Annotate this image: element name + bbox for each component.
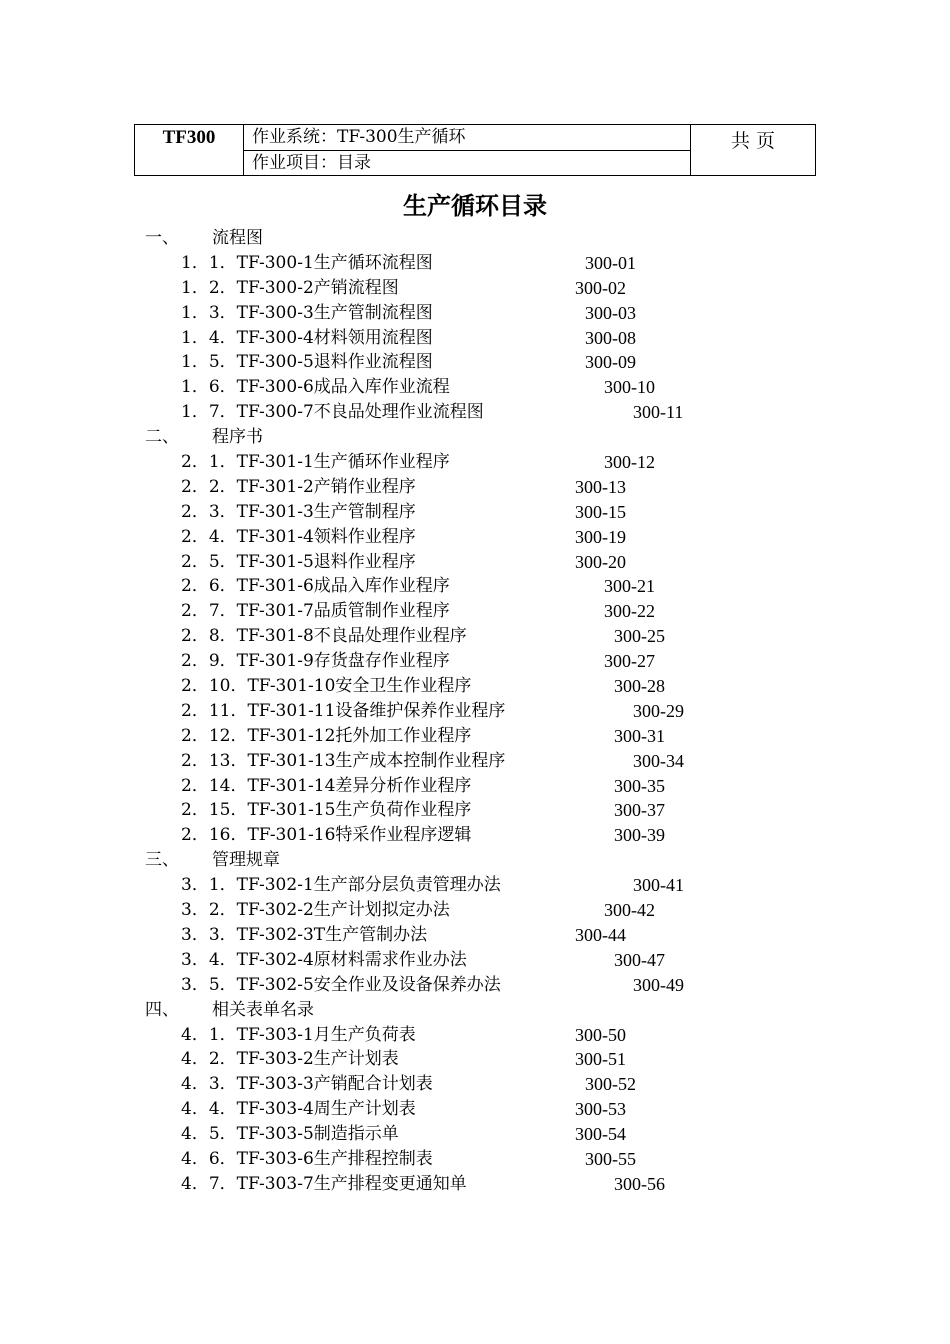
toc-entry	[0, 350, 950, 375]
toc-entry	[0, 1172, 950, 1197]
entry-title: 3．3．TF-302-3T生产管制办法	[181, 924, 428, 945]
toc-section	[0, 226, 950, 251]
toc-entry	[0, 823, 950, 848]
entry-title: 4．5．TF-303-5制造指示单	[181, 1124, 399, 1145]
entry-page-number: 300-51	[575, 1049, 626, 1070]
entry-title: 3．5．TF-302-5安全作业及设备保养办法	[181, 974, 501, 995]
entry-page-number: 300-34	[633, 750, 684, 771]
toc-entry	[0, 898, 950, 923]
toc-entry	[0, 798, 950, 823]
toc-section	[0, 848, 950, 873]
page-count: 共 页	[690, 125, 815, 175]
entry-title: 1．1．TF-300-1生产循环流程图	[181, 252, 433, 273]
toc-entry	[0, 251, 950, 276]
entry-title: 1．4．TF-300-4材料领用流程图	[181, 327, 433, 348]
entry-page-number: 300-22	[604, 601, 655, 622]
entry-page-number: 300-42	[604, 900, 655, 921]
section-number: 二、	[145, 427, 179, 448]
toc-entry	[0, 624, 950, 649]
entry-page-number: 300-49	[633, 974, 684, 995]
entry-page-number: 300-37	[614, 800, 665, 821]
toc-entry	[0, 674, 950, 699]
entry-page-number: 300-20	[575, 551, 626, 572]
section-number: 一、	[145, 228, 179, 248]
entry-title: 2．9．TF-301-9存货盘存作业程序	[181, 651, 450, 672]
toc-entry	[0, 475, 950, 500]
section-title: 流程图	[212, 228, 263, 248]
toc-entry	[0, 326, 950, 351]
toc-entry	[0, 1047, 950, 1072]
entry-title: 4．6．TF-303-6生产排程控制表	[181, 1148, 433, 1169]
toc-entry	[0, 923, 950, 948]
entry-title: 2．7．TF-301-7品质管制作业程序	[181, 601, 450, 622]
entry-title: 2．13．TF-301-13生产成本控制作业程序	[181, 750, 506, 771]
entry-page-number: 300-41	[633, 875, 684, 896]
entry-page-number: 300-35	[614, 775, 665, 796]
entry-title: 2．1．TF-301-1生产循环作业程序	[181, 452, 450, 473]
entry-title: 1．5．TF-300-5退料作业流程图	[181, 352, 433, 373]
entry-title: 2．8．TF-301-8不良品处理作业程序	[181, 626, 467, 647]
entry-page-number: 300-01	[585, 252, 636, 273]
entry-page-number: 300-47	[614, 949, 665, 970]
entry-page-number: 300-31	[614, 725, 665, 746]
entry-page-number: 300-39	[614, 825, 665, 846]
header-table	[134, 124, 816, 176]
table-of-contents	[0, 226, 950, 1197]
toc-entry	[0, 550, 950, 575]
work-item: 作业项目：目录	[252, 153, 371, 173]
entry-title: 2．15．TF-301-15生产负荷作业程序	[181, 800, 472, 821]
entry-title: 2．16．TF-301-16特采作业程序逻辑	[181, 825, 472, 846]
toc-entry	[0, 400, 950, 425]
entry-title: 4．7．TF-303-7生产排程变更通知单	[181, 1173, 467, 1194]
work-system: 作业系统：TF-300生产循环	[244, 125, 690, 151]
entry-title: 1．6．TF-300-6成品入库作业流程	[181, 377, 450, 398]
entry-page-number: 300-55	[585, 1148, 636, 1169]
toc-entry	[0, 1122, 950, 1147]
entry-page-number: 300-12	[604, 452, 655, 473]
entry-title: 3．4．TF-302-4原材料需求作业办法	[181, 949, 467, 970]
section-title: 管理规章	[212, 850, 280, 871]
entry-title: 2．5．TF-301-5退料作业程序	[181, 551, 416, 572]
entry-page-number: 300-29	[633, 700, 684, 721]
entry-page-number: 300-56	[614, 1173, 665, 1194]
toc-entry	[0, 500, 950, 525]
entry-title: 2．14．TF-301-14差异分析作业程序	[181, 775, 472, 796]
entry-page-number: 300-08	[585, 327, 636, 348]
toc-entry	[0, 1072, 950, 1097]
toc-entry	[0, 525, 950, 550]
entry-page-number: 300-25	[614, 626, 665, 647]
entry-page-number: 300-10	[604, 377, 655, 398]
toc-entry	[0, 301, 950, 326]
entry-title: 2．4．TF-301-4领料作业程序	[181, 526, 416, 547]
toc-entry	[0, 276, 950, 301]
toc-entry	[0, 649, 950, 674]
entry-title: 4．4．TF-303-4周生产计划表	[181, 1099, 416, 1120]
toc-entry	[0, 574, 950, 599]
entry-page-number: 300-15	[575, 501, 626, 522]
toc-entry	[0, 774, 950, 799]
entry-page-number: 300-13	[575, 476, 626, 497]
entry-title: 2．10．TF-301-10安全卫生作业程序	[181, 676, 472, 697]
entry-page-number: 300-44	[575, 924, 626, 945]
entry-title: 3．2．TF-302-2生产计划拟定办法	[181, 900, 450, 921]
toc-entry	[0, 1023, 950, 1048]
toc-entry	[0, 1097, 950, 1122]
toc-section	[0, 425, 950, 450]
section-title: 相关表单名录	[212, 999, 314, 1020]
entry-title: 1．2．TF-300-2产销流程图	[181, 277, 399, 298]
toc-entry	[0, 973, 950, 998]
entry-page-number: 300-09	[585, 352, 636, 373]
entry-title: 4．3．TF-303-3产销配合计划表	[181, 1074, 433, 1095]
entry-page-number: 300-50	[575, 1024, 626, 1045]
entry-title: 2．3．TF-301-3生产管制程序	[181, 501, 416, 522]
doc-code: TF300	[135, 125, 244, 175]
entry-title: 2．6．TF-301-6成品入库作业程序	[181, 576, 450, 597]
entry-page-number: 300-52	[585, 1074, 636, 1095]
toc-entry	[0, 948, 950, 973]
entry-title: 2．11．TF-301-11设备维护保养作业程序	[181, 700, 506, 721]
toc-section	[0, 998, 950, 1023]
entry-title: 1．3．TF-300-3生产管制流程图	[181, 302, 433, 323]
toc-entry	[0, 375, 950, 400]
toc-entry	[0, 724, 950, 749]
entry-page-number: 300-19	[575, 526, 626, 547]
section-number: 三、	[145, 850, 179, 871]
section-number: 四、	[145, 999, 179, 1020]
entry-page-number: 300-03	[585, 302, 636, 323]
toc-entry	[0, 873, 950, 898]
entry-title: 4．1．TF-303-1月生产负荷表	[181, 1024, 416, 1045]
entry-title: 4．2．TF-303-2生产计划表	[181, 1049, 399, 1070]
entry-page-number: 300-27	[604, 651, 655, 672]
toc-entry	[0, 749, 950, 774]
entry-page-number: 300-02	[575, 277, 626, 298]
entry-page-number: 300-54	[575, 1124, 626, 1145]
entry-title: 1．7．TF-300-7不良品处理作业流程图	[181, 402, 484, 423]
entry-page-number: 300-28	[614, 676, 665, 697]
entry-title: 2．2．TF-301-2产销作业程序	[181, 476, 416, 497]
entry-page-number: 300-11	[633, 402, 684, 423]
entry-page-number: 300-21	[604, 576, 655, 597]
toc-entry	[0, 450, 950, 475]
entry-page-number: 300-53	[575, 1099, 626, 1120]
toc-entry	[0, 599, 950, 624]
toc-entry	[0, 699, 950, 724]
section-title: 程序书	[212, 427, 263, 448]
entry-title: 3．1．TF-302-1生产部分层负责管理办法	[181, 875, 501, 896]
toc-entry	[0, 1147, 950, 1172]
entry-title: 2．12．TF-301-12托外加工作业程序	[181, 725, 472, 746]
page-title: 生产循环目录	[403, 192, 547, 220]
